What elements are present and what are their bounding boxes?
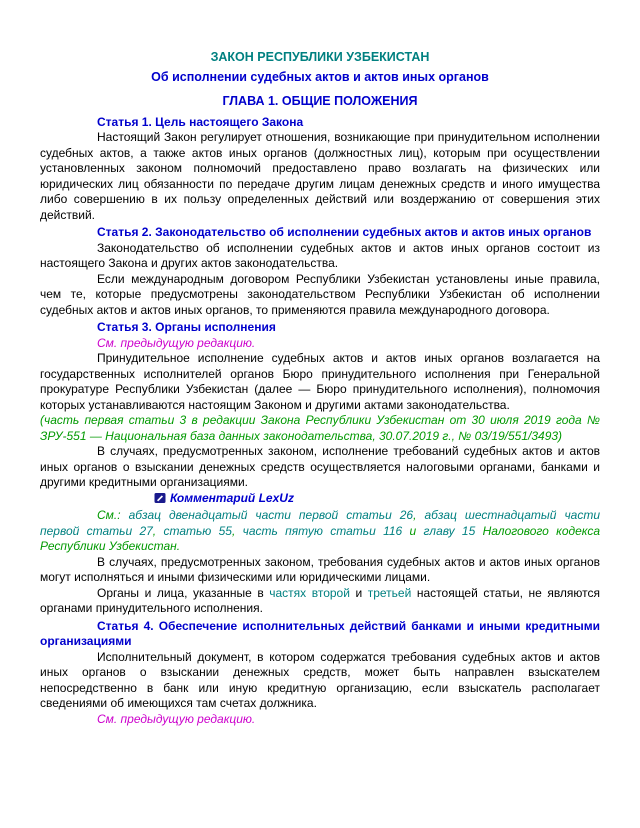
article-4-paragraph-1: Исполнительный документ, в котором содержатся требования судебных актов и актов иных органов о взыскании денежных средств, может быть направлен взыскателем непосредственно в банк или иную кредитную организацию, если взыскатель располагает сведениями об имеющихся там счетах должника.: [40, 649, 600, 710]
document-title: ЗАКОН РЕСПУБЛИКИ УЗБЕКИСТАН: [210, 50, 430, 64]
comment-segment: Налогового кодекса Республики Узбекистан.: [40, 523, 600, 553]
lexuz-comment-header: [40, 491, 600, 509]
comment-segment: ,: [231, 523, 243, 538]
ref-link-part-two[interactable]: частях второй: [269, 585, 350, 600]
article-2-paragraph-2: Если международным договором Республики Узбекистан установлены иные правила, чем те, которые предусмотрены законодательством Республики Узбекистан об исполнении судебных актов и актов иных органов, то применяются правила международного договора.: [40, 271, 600, 317]
lexuz-comment-icon: [97, 492, 166, 509]
comment-segment: ,: [152, 523, 164, 538]
article-3-heading: Статья 3. Органы исполнения: [97, 320, 276, 334]
see-previous-edition-link[interactable]: См. предыдущую редакцию.: [97, 335, 256, 350]
article-3-paragraph-2: В случаях, предусмотренных законом, исполнение требований судебных актов и актов иных органов о взыскании денежных средств осуществляется налоговыми органами, банками и другими кредитными организациями.: [40, 444, 600, 489]
ref-link-part-three[interactable]: третьей: [367, 585, 412, 600]
article-1-paragraph-1: Настоящий Закон регулирует отношения, возникающие при принудительном исполнении судебных актов, а также актов иных органов (должностных лиц), которым при осуществлении установленных законом полномочий предоставлено право возлагать на физических или юридических лиц обязанности по передаче другим лицам денежных средств и иного имущества либо совершению в их пользу определенных действий или воздержанию от совершения этих действий.: [40, 130, 600, 222]
comment-segment: ,: [413, 508, 425, 522]
article-2-paragraph-1: Законодательство об исполнении судебных актов и актов иных органов состоит из настоящего Закона и других актов законодательства.: [40, 240, 600, 270]
ref-link-article-55[interactable]: статью 55: [163, 523, 232, 538]
article-2-heading: Статья 2. Законодательство об исполнении судебных актов и актов иных органов: [97, 225, 592, 239]
chapter-1-heading: ГЛАВА 1. ОБЩИЕ ПОЛОЖЕНИЯ: [222, 94, 418, 108]
article-3-amendment-note: (часть первая статьи 3 в редакции Закона Республики Узбекистан от 30 июля 2019 года № ЗРУ-551 — Национальная база данных законодательства, 30.07.2019 г., № 03/19/551/3493): [40, 413, 600, 443]
article-1-heading: Статья 1. Цель настоящего Закона: [97, 114, 304, 129]
comment-segment: и: [402, 523, 424, 538]
ref-link-article-27[interactable]: абзац шестнадцатый части первой статьи 27: [40, 508, 600, 538]
see-previous-edition-link[interactable]: См. предыдущую редакцию.: [97, 711, 256, 726]
paragraph-segment: и: [349, 585, 368, 600]
ref-link-article-26[interactable]: абзац двенадцатый части первой статьи 26: [128, 508, 414, 522]
paragraph-segment: настоящей статьи, не являются органами принудительного исполнения.: [40, 585, 601, 615]
article-4-heading: Статья 4. Обеспечение исполнительных действий банками и иными кредитными организациями: [40, 618, 600, 648]
lexuz-comment-text: [40, 508, 600, 555]
ref-link-chapter-15[interactable]: главу 15: [423, 523, 476, 538]
ref-link-article-116[interactable]: часть пятую статьи 116: [242, 523, 403, 538]
document-subtitle: Об исполнении судебных актов и актов иных органов: [151, 69, 489, 84]
lexuz-comment-label: Комментарий LexUz: [170, 490, 294, 505]
paragraph-segment: Органы и лица, указанные в: [97, 585, 270, 600]
article-3-paragraph-3: В случаях, предусмотренных законом, требования судебных актов и актов иных органов могут исполняться и иными физическими или юридическими лицами.: [40, 554, 600, 584]
article-3-paragraph-4: [40, 586, 600, 617]
comment-segment: См.:: [97, 508, 129, 522]
article-3-paragraph-1: Принудительное исполнение судебных актов и актов иных органов возлагается на государственных исполнителей органов Бюро принудительного исполнения при Генеральной прокуратуре Республики Узбекистан (далее — Бюро принудительного исполнения), полномочия которых устанавливаются настоящим Законом и другими актами законодательства.: [40, 351, 600, 412]
